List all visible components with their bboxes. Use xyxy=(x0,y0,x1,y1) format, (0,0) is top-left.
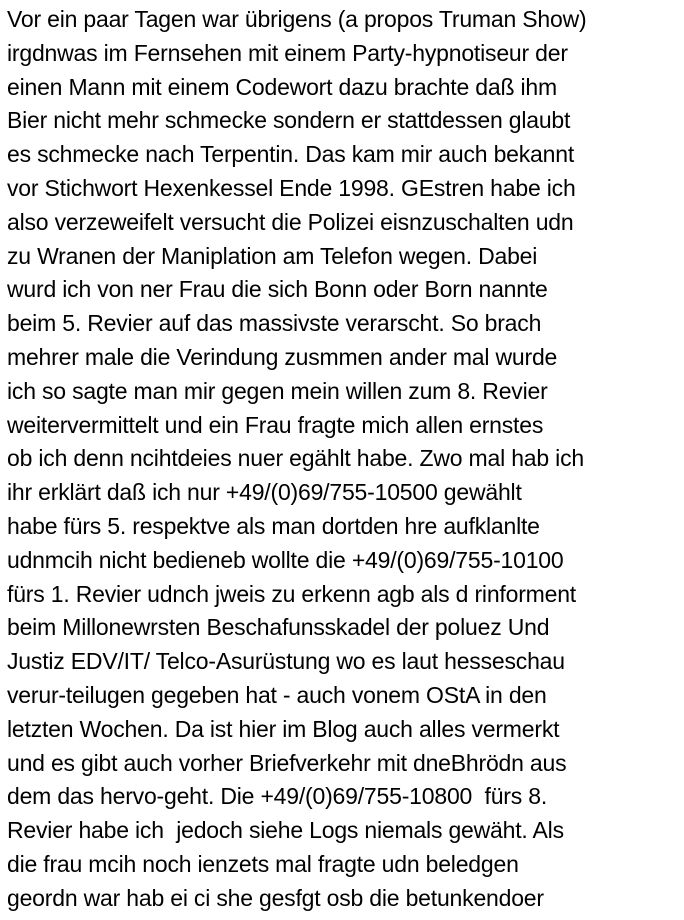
text-line: wurd ich von ner Frau die sich Bonn oder Born nannte xyxy=(7,276,548,303)
text-line: es schmecke nach Terpentin. Das kam mir auch bekannt xyxy=(7,141,575,168)
text-line: ihr erklärt daß ich nur +49/(0)69/755-10500 gewählt xyxy=(7,479,522,506)
text-line: irgdnwas im Fernsehen mit einem Party-hypnotiseur der xyxy=(7,39,568,66)
text-line: Vor ein paar Tagen war übrigens (a propos Truman Show) xyxy=(7,6,587,32)
text-line: also verzeweifelt versucht die Polizei eisnzuschalten udn xyxy=(7,208,574,235)
text-line: verur-teilugen gegeben hat - auch vonem OStA in den xyxy=(7,681,547,708)
text-line: vor Stichwort Hexenkessel Ende 1998. GEstren habe ich xyxy=(7,174,576,201)
text-line: ob ich denn ncihtdeies nuer egählt habe. Zwo mal hab ich xyxy=(7,445,584,472)
text-line: die frau mcih noch ienzets mal fragte udn beledgen xyxy=(7,850,519,877)
text-line: udnmcih nicht bedieneb wollte die +49/(0)69/755-10100 xyxy=(7,546,564,573)
text-line: einen Mann mit einem Codewort dazu brachte daß ihm xyxy=(7,73,557,100)
body-text xyxy=(7,3,683,916)
text-line: beim Millonewrsten Beschafunsskadel der poluez Und xyxy=(7,614,550,641)
text-line: ich so sagte man mir gegen mein willen zum 8. Revier xyxy=(7,377,548,404)
text-line: geordn war hab ei ci she gesfgt osb die betunkendoer xyxy=(7,884,544,911)
text-line: mehrer male die Verindung zusmmen ander mal wurde xyxy=(7,343,558,370)
text-line: und es gibt auch vorher Briefverkehr mit dneBhrödn aus xyxy=(7,749,567,776)
text-line: habe fürs 5. respektve als man dortden hre aufklanlte xyxy=(7,512,540,539)
text-line: zu Wranen der Maniplation am Telefon wegen. Dabei xyxy=(7,242,538,269)
text-line: dem das hervo-geht. Die +49/(0)69/755-10800 fürs 8. xyxy=(7,783,548,810)
text-line: Justiz EDV/IT/ Telco-Asurüstung wo es laut hesseschau xyxy=(7,648,565,675)
text-line: weitervermittelt und ein Frau fragte mich allen ernstes xyxy=(7,411,544,438)
text-line: beim 5. Revier auf das massivste verarscht. So brach xyxy=(7,310,542,337)
text-line: letzten Wochen. Da ist hier im Blog auch alles vermerkt xyxy=(7,715,560,742)
text-line: fürs 1. Revier udnch jweis zu erkenn agb als d rinforment xyxy=(7,580,576,607)
text-line: Bier nicht mehr schmecke sondern er stattdessen glaubt xyxy=(7,107,571,134)
text-line: Revier habe ich jedoch siehe Logs niemals gewäht. Als xyxy=(7,817,564,844)
